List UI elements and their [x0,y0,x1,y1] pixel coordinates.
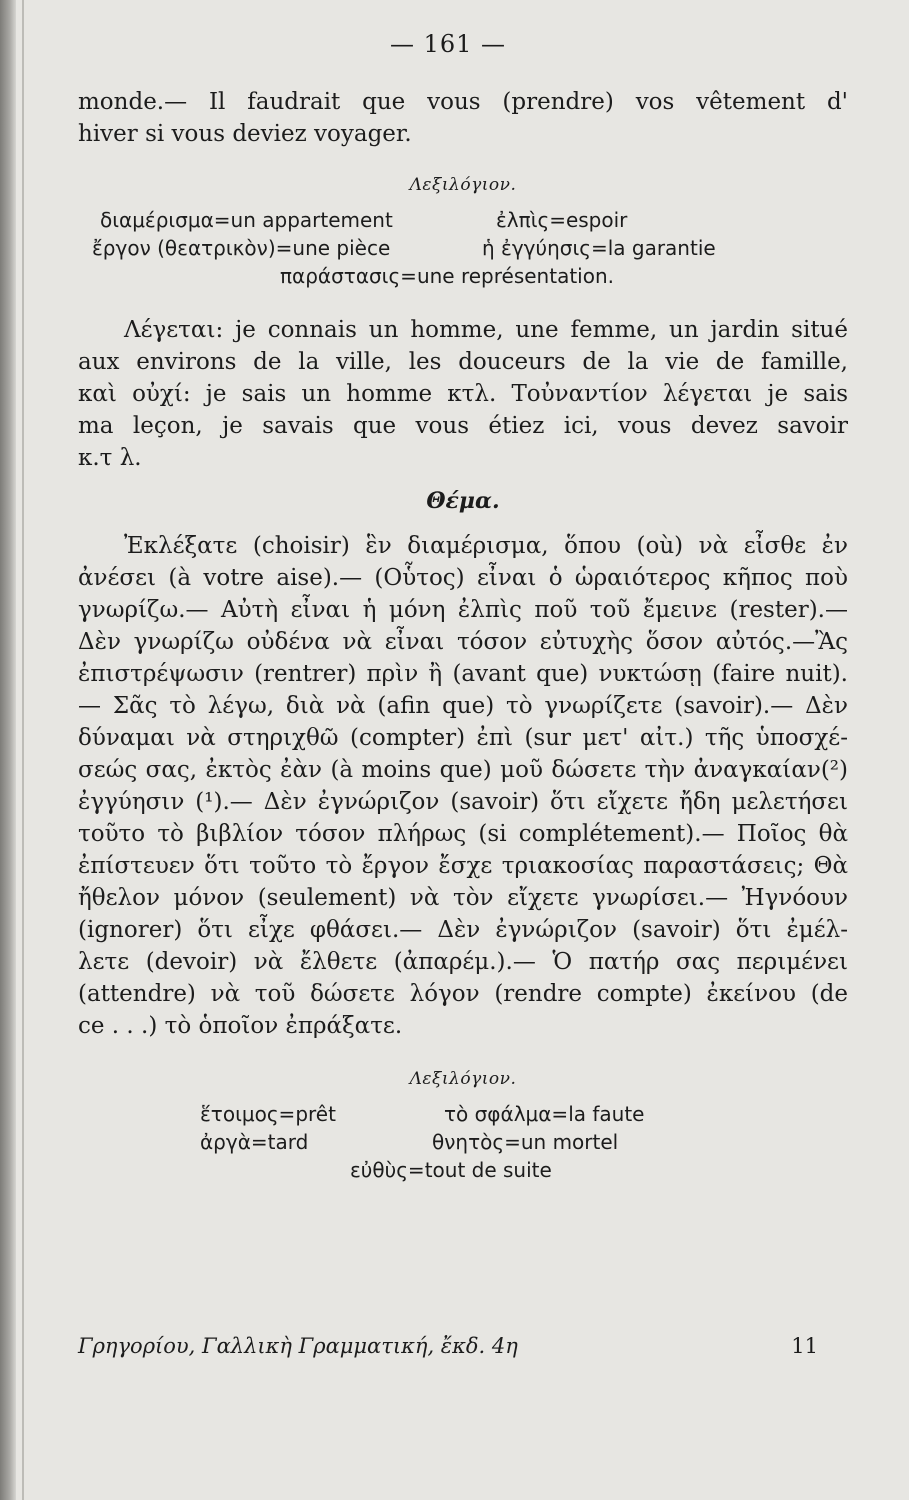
text-line: Λέγεται: je connais un homme, une femme, un jardin situé [124,317,848,343]
text-line: (ignorer) ὅτι εἶχε φθάσει.— Δὲν ἐγνώριζον (savoir) ὅτι ἐμέλ- [78,917,848,943]
text-line: δύναμαι νὰ στηριχθῶ (compter) ἐπὶ (sur μετ' αἰτ.) τῆς ὑποσχέ- [78,725,848,751]
vocab-row [78,206,848,234]
text-line: Ἐκλέξατε (choisir) ἓν διαμέρισμα, ὅπου (où) νὰ εἶσθε ἐν [124,533,848,559]
footer-book-title: Γρηγορίου, Γαλλικὴ Γραμματική, ἔκδ. 4η [78,1334,518,1358]
vocab-row [78,1100,848,1128]
text-line: λετε (devoir) νὰ ἔλθετε (ἀπαρέμ.).— Ὁ πατήρ σας περιμένει [78,949,848,975]
paragraph-usage [78,314,848,474]
exercise-title: Θέμα. [426,488,500,514]
book-binding-shadow [0,0,16,1500]
text-line: Δὲν γνωρίζω οὐδένα νὰ εἶναι τόσον εὐτυχὴς ὅσον αὐτός.—Ἂς [78,629,848,655]
vocab-entry: εὐθὺς=tout de suite [350,1158,552,1182]
text-line: τοῦτο τὸ βιβλίον τόσον πλήρως (si complétement).— Ποῖος θὰ [78,821,848,847]
text-line: ma leçon, je savais que vous étiez ici, vous devez savoir [78,413,848,439]
signature-mark: 11 [791,1334,818,1358]
vocab-entry: ἕτοιμος=prêt [200,1102,336,1126]
binding-edge [22,0,24,1500]
vocab-entry: ἐλπὶς=espoir [496,208,628,232]
text-line: aux environs de la ville, les douceurs de la vie de famille, [78,349,848,375]
text-line: καὶ οὐχί: je sais un homme κτλ. Τοὐναντίον λέγεται je sais [78,381,848,407]
text-line: ἐπιστρέψωσιν (rentrer) πρὶν ἢ (avant que) νυκτώσῃ (faire nuit). [78,661,848,687]
vocab-entry: θνητὸς=un mortel [432,1130,619,1154]
text-line: ce . . .) τὸ ὁποῖον ἐπράξατε. [78,1013,403,1039]
text-line: γνωρίζω.— Αὐτὴ εἶναι ἡ μόνη ἐλπὶς ποῦ τοῦ ἔμεινε (rester).— [78,597,848,623]
vocab-row [78,1156,848,1184]
vocab-entry: ἔργον (θεατρικὸν)=une pièce [92,236,391,260]
vocab-entry: παράστασις=une représentation. [280,264,614,288]
page-footer [78,1331,818,1361]
text-line: (attendre) νὰ τοῦ δώσετε λόγον (rendre compte) ἐκείνου (de [78,981,848,1007]
page-number: — 161 — [389,30,507,58]
text-line: hiver si vous deviez voyager. [78,121,412,147]
vocabulary-title: Λεξιλόγιον. [409,1069,517,1089]
vocab-entry: τὸ σφάλμα=la faute [444,1102,645,1126]
text-line: κ.τ λ. [78,445,142,471]
vocab-row [78,1128,848,1156]
text-line: — Σᾶς τὸ λέγω, διὰ νὰ (afin que) τὸ γνωρίζετε (savoir).— Δὲν [78,693,848,719]
vocab-entry: ἡ ἐγγύησις=la garantie [482,236,716,260]
vocab-entry: ἀργὰ=tard [200,1130,309,1154]
vocabulary-title: Λεξιλόγιον. [409,175,517,195]
exercise-paragraph [78,530,848,1042]
text-line: ἀνέσει (à votre aise).— (Οὗτος) εἶναι ὁ ὡραιότερος κῆπος ποὺ [78,565,848,591]
text-line: σεώς σας, ἐκτὸς ἐὰν (à moins que) μοῦ δώσετε τὴν ἀναγκαίαν(²) [78,757,848,783]
text-line: ἐγγύησιν (¹).— Δὲν ἐγνώριζον (savoir) ὅτι εἴχετε ἤδη μελετήσει [78,789,848,815]
text-line: monde.— Il faudrait que vous (prendre) vos vêtement d' [78,89,848,115]
page-content [78,24,848,1184]
vocab-entry: διαμέρισμα=un appartement [100,208,393,232]
vocab-row [78,262,848,290]
vocab-row [78,234,848,262]
vocabulary-block-2 [78,1064,848,1184]
vocabulary-block-1 [78,170,848,290]
text-line: ἐπίστευεν ὅτι τοῦτο τὸ ἔργον ἔσχε τριακοσίας παραστάσεις; Θὰ [78,853,848,879]
text-line: ἤθελον μόνον (seulement) νὰ τὸν εἴχετε γνωρίσει.— Ἠγνόουν [78,885,848,911]
